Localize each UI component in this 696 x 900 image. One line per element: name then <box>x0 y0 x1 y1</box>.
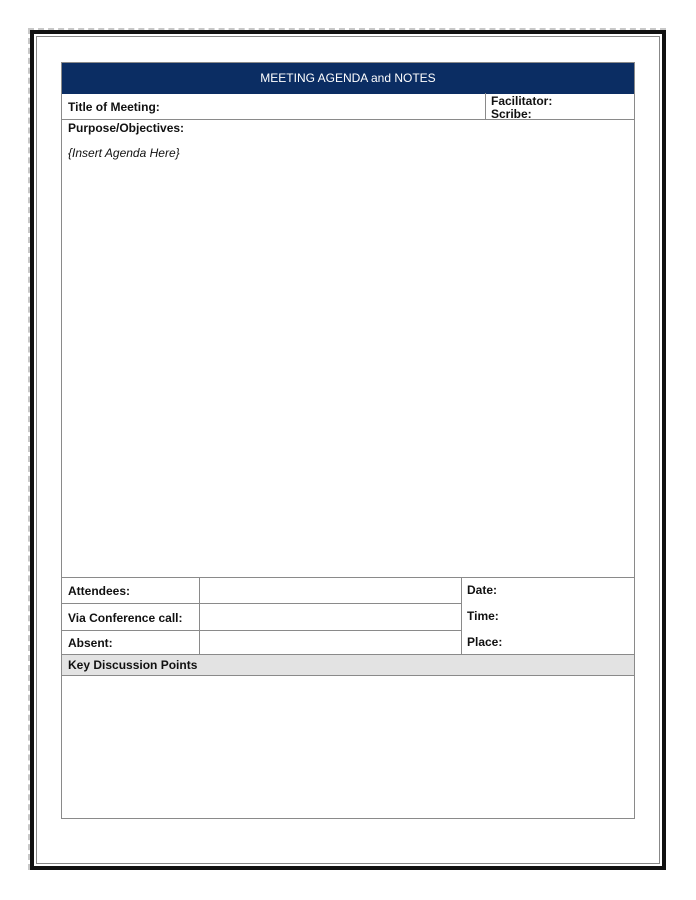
key-discussion-header <box>62 654 634 676</box>
form-header <box>62 63 634 94</box>
date-label: Date: <box>467 583 498 597</box>
title-row <box>62 93 634 120</box>
purpose-section[interactable] <box>62 120 634 578</box>
absent-input[interactable] <box>200 631 461 654</box>
facilitator-label: Facilitator: <box>491 94 553 108</box>
attendees-input[interactable] <box>200 578 461 603</box>
key-discussion-area[interactable] <box>62 675 634 818</box>
scribe-label: Scribe: <box>491 107 532 121</box>
attendees-label: Attendees: <box>68 584 131 598</box>
conference-call-input[interactable] <box>200 604 461 630</box>
absent-label: Absent: <box>68 636 113 650</box>
place-label: Place: <box>467 635 503 649</box>
attendees-col-divider-right <box>461 577 462 654</box>
agenda-placeholder[interactable]: {Insert Agenda Here} <box>68 146 180 160</box>
form-title: MEETING AGENDA and NOTES <box>260 71 436 85</box>
key-discussion-label: Key Discussion Points <box>68 658 198 672</box>
time-label: Time: <box>467 609 499 623</box>
title-of-meeting-label: Title of Meeting: <box>68 100 160 114</box>
meeting-agenda-form <box>61 62 635 819</box>
title-row-divider <box>485 93 486 119</box>
purpose-label: Purpose/Objectives: <box>68 121 185 135</box>
conference-call-label: Via Conference call: <box>68 611 183 625</box>
